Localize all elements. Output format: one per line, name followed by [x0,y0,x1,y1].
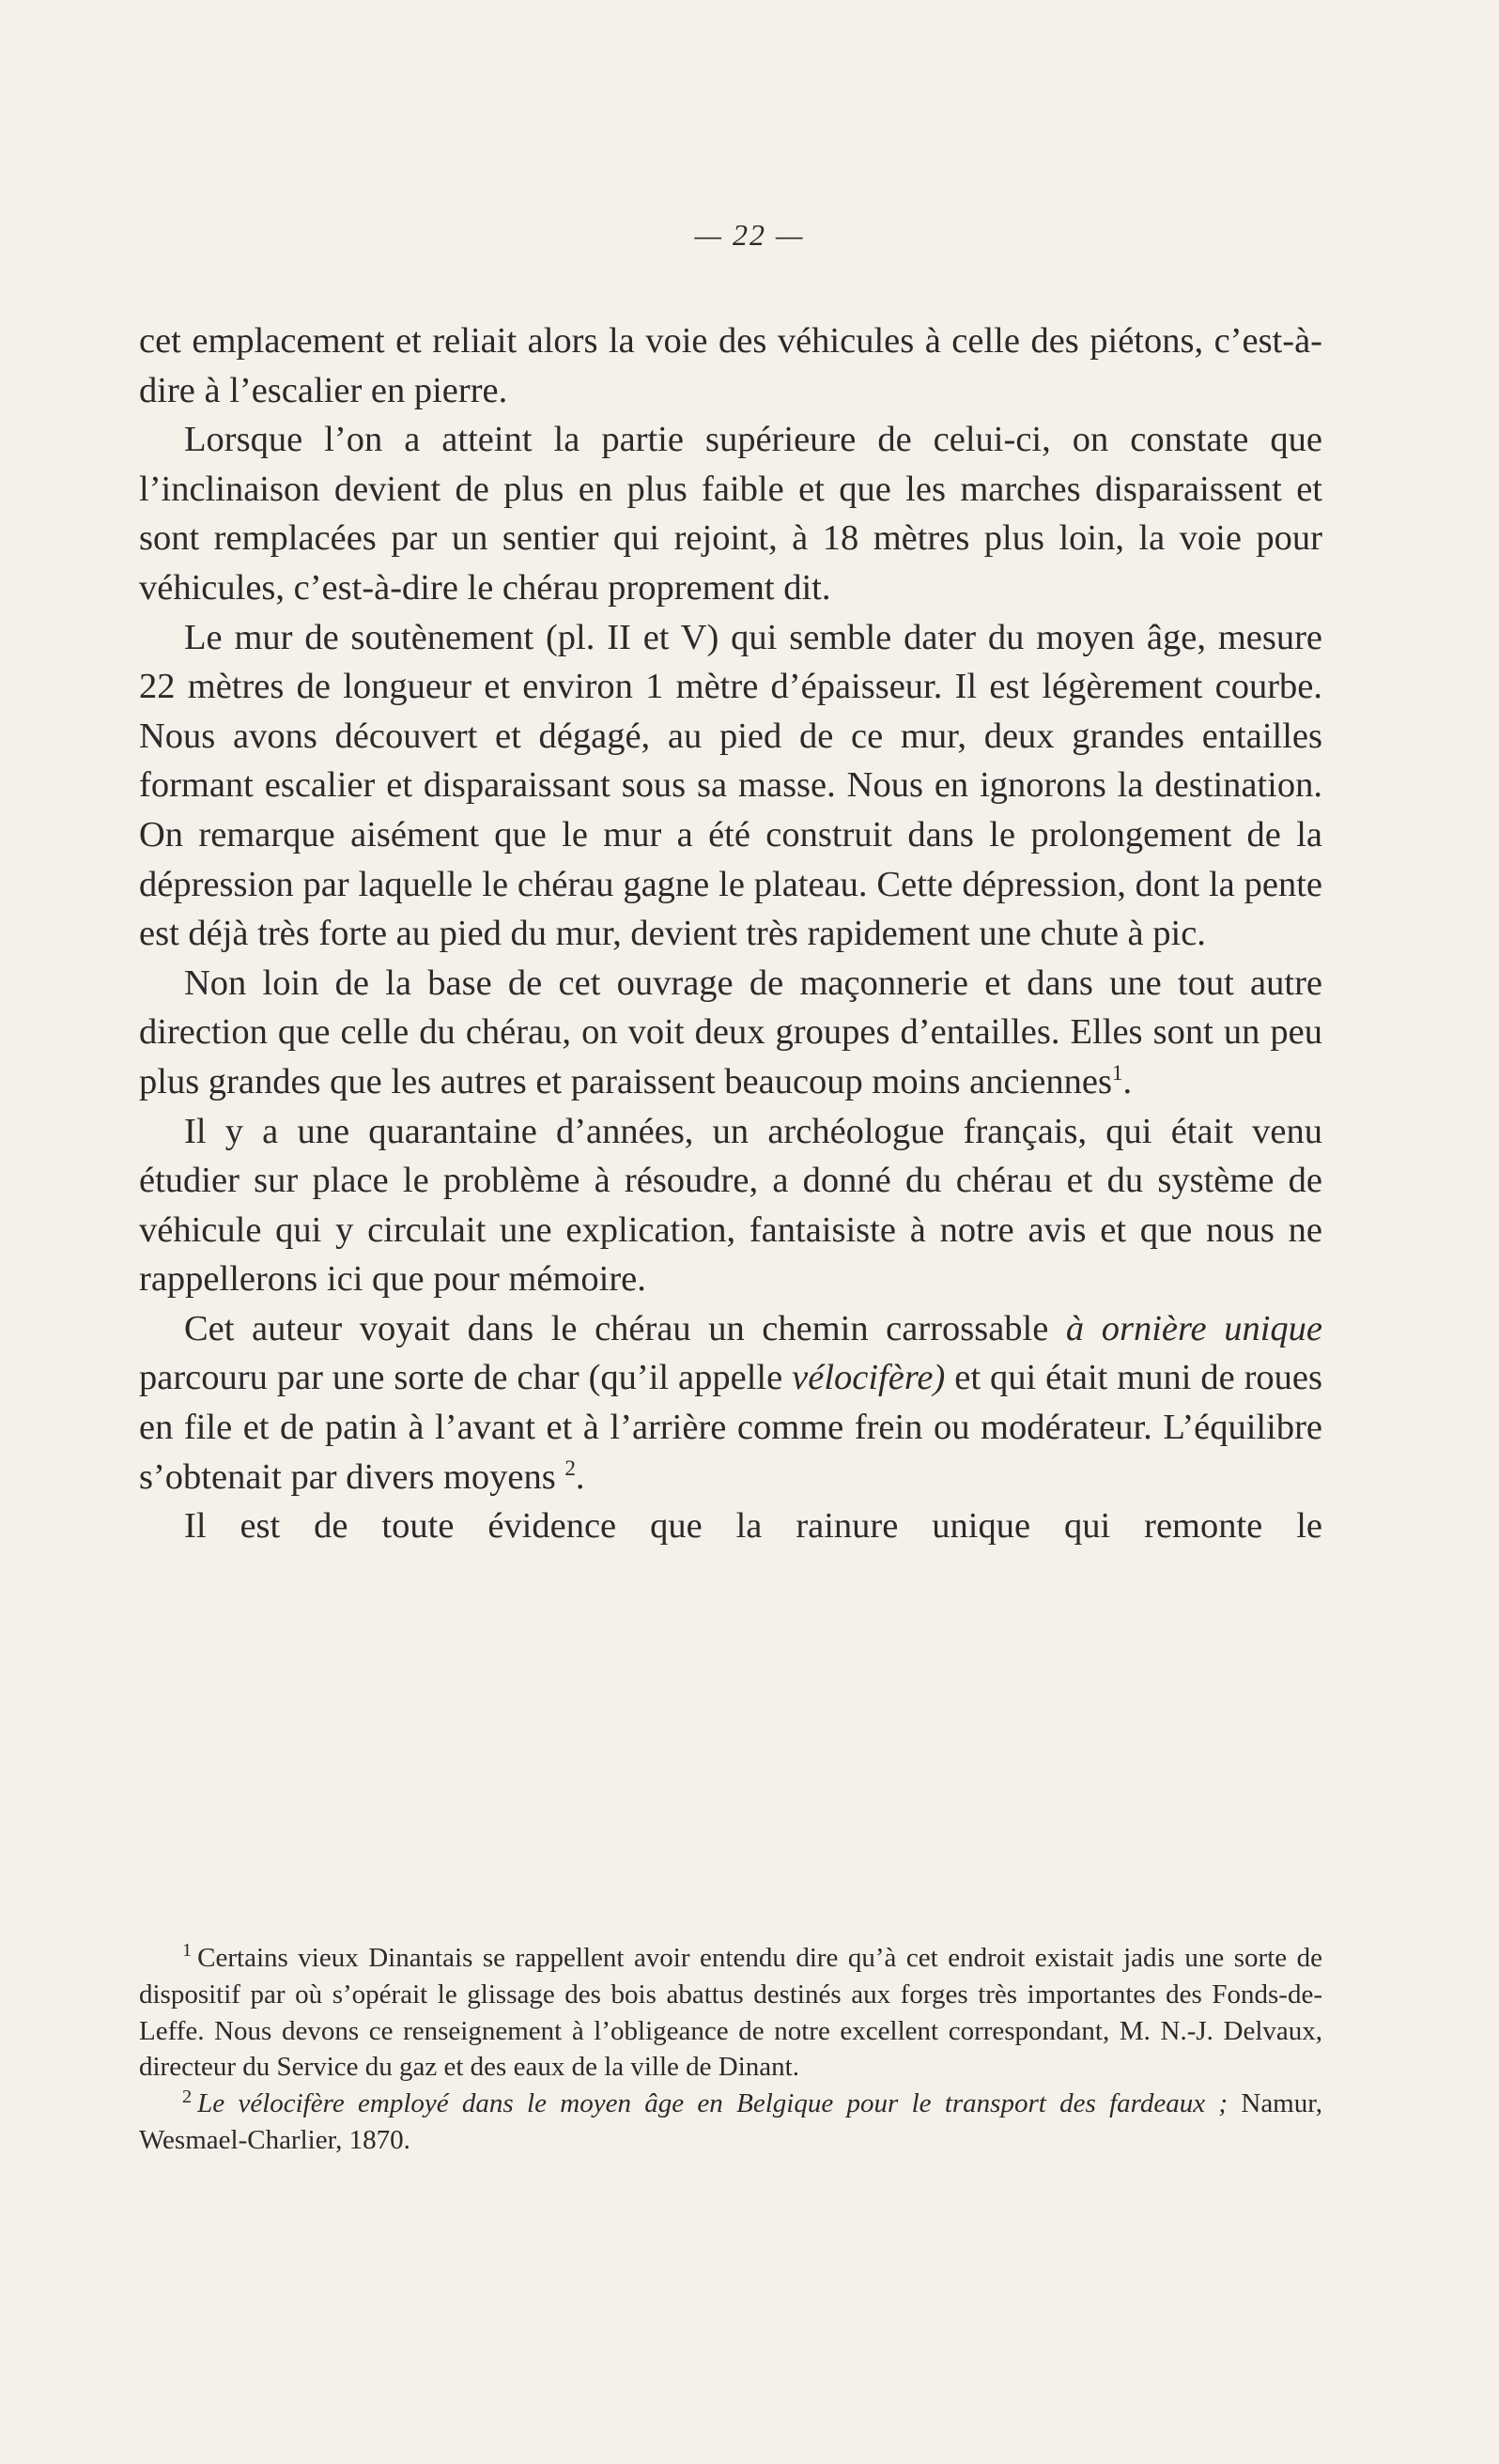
paragraph-4 [139,959,1322,1107]
citation-details: Namur, Wesmael-Charlier, 1870. [139,2088,1322,2155]
paragraph-4-text: Non loin de la base de cet ouvrage de maçonnerie et dans une tout autre direction que celle du chérau, on voit deux groupes d’entailles. Elles sont un peu plus grandes que les autres et paraissent beaucoup moins anciennes [139,962,1322,1101]
paragraph-4-end: . [1122,1061,1133,1101]
paragraph-6-text [139,1309,1322,1497]
text-segment: et qui était muni de roues en file et de patin à l’avant et à l’arrière comme frein ou modérateur. L’équilibre s’obtenait par divers moyens [139,1358,1323,1497]
text-segment: parcouru par une sorte de char (qu’il appelle [139,1358,793,1398]
footnote-reference-1: 1 [1111,1060,1123,1086]
italic-term: vélocifère) [792,1358,946,1398]
footnote-reference-2: 2 [564,1455,576,1480]
footnote-2 [139,2086,1322,2159]
paragraph-7: Il est de toute évidence que la rainure unique qui remonte le [184,1506,1322,1547]
text-segment: Cet auteur voyait dans le chérau un chemin carrossable [184,1308,1066,1348]
paragraph-3: Le mur de soutènement (pl. II et V) qui semble dater du moyen âge, mesure 22 mètres de longueur et environ 1 mètre d’épaisseur. Il est légèrement courbe. Nous avons découvert et dégagé, au pied de ce mur, deux grandes entailles formant escalier et disparaissant sous sa masse. Nous en ignorons la destination. On remarque aisément que le mur a été construit dans le prolongement de la dépression par laquelle le chérau gagne le plateau. Cette dépression, dont la pente est déjà très forte au pied du mur, devient très rapidement une chute à pic. [139,617,1322,954]
paragraph-1: cet emplacement et reliait alors la voie des véhicules à celle des piétons, c’est-à-dire à l’escalier en pierre. [139,321,1322,410]
footnote-1 [139,1940,1322,2086]
page-number: — 22 — [694,218,805,252]
footnote-mark: 1 [182,1940,193,1962]
footnote-text: Certains vieux Dinantais se rappellent avoir entendu dire qu’à cet endroit existait jadis une sorte de dispositif par où s’opérait le glissage des bois abattus destinés aux forges très importantes des Fonds-de-Leffe. Nous devons ce renseignement à l’obligeance de notre excellent correspondant, M. N.-J. Delvaux, directeur du Service du gaz et des eaux de la ville de Dinant. [139,1943,1322,2083]
body-text [139,316,1322,1551]
footnotes [139,1940,1322,2159]
footnote-mark: 2 [182,2086,193,2107]
paragraph-6 [139,1304,1322,1502]
italic-term: à ornière unique [1065,1308,1322,1348]
paragraph-6-end: . [575,1456,585,1497]
paragraph-2: Lorsque l’on a atteint la partie supérieure de celui-ci, on constate que l’inclinaison devient de plus en plus faible et que les marches disparaissent et sont remplacées par un sentier qui rejoint, à 18 mètres plus loin, la voie pour véhicules, c’est-à-dire le chérau proprement dit. [139,420,1322,608]
paragraph-5: Il y a une quarantaine d’années, un archéologue français, qui était venu étudier sur place le problème à résoudre, a donné du chérau et du système de véhicule qui y circulait une explication, fantaisiste à notre avis et que nous ne rappellerons ici que pour mémoire. [139,1111,1322,1300]
cited-title: Le vélocifère employé dans le moyen âge en Belgique pour le transport des fardeaux ; [197,2088,1229,2119]
